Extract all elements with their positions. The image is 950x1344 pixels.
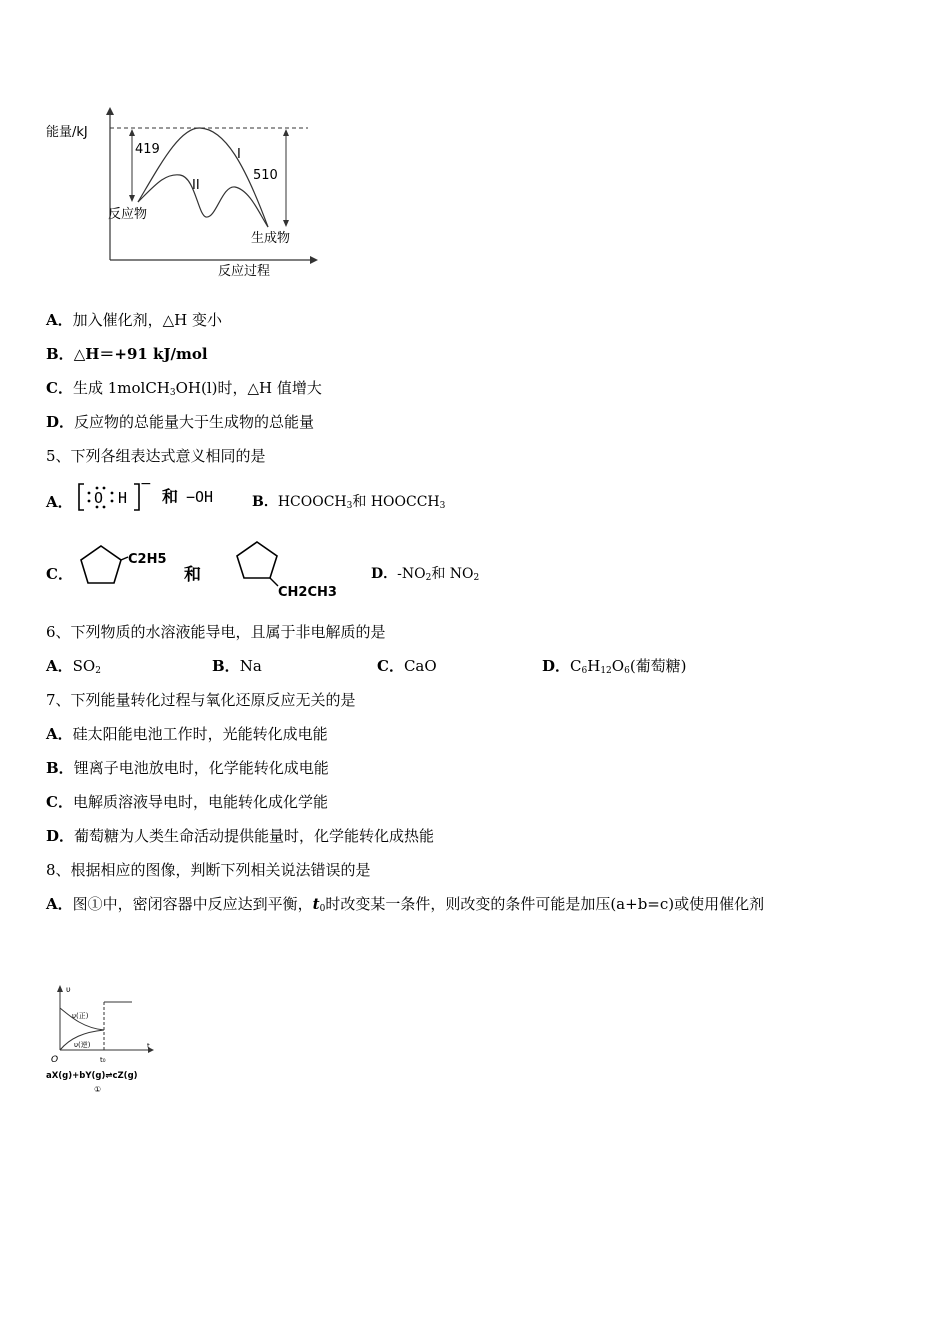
q7-stem: 7、下列能量转化过程与氧化还原反应无关的是: [46, 691, 356, 709]
reactant-label: 反应物: [108, 207, 148, 222]
q6-stem: 6、下列物质的水溶液能导电，且属于非电解质的是: [46, 623, 386, 641]
q8-option-a-post: 时改变某一条件，则改变的条件可能是加压(a+b=c)或使用催化剂: [325, 895, 765, 913]
q4-option-c-post: OH(l)时，△H 值增大: [175, 379, 322, 397]
q7-option-b[interactable]: [46, 758, 329, 778]
y-axis-arrow: [106, 107, 114, 115]
q5-a-and: 和: [162, 487, 179, 506]
x-axis-arrow: [310, 256, 318, 264]
q6-option-b-text: Na: [239, 657, 262, 675]
q4-option-b-label: B．: [46, 345, 74, 363]
cyclopentane-1: [81, 546, 121, 583]
forward-rate-label: υ(正): [72, 1012, 89, 1020]
q7-option-d-label: D．: [46, 827, 75, 845]
q6-option-b-label: B．: [212, 657, 240, 675]
reverse-rate-label: υ(逆): [74, 1041, 91, 1049]
q6-option-a-label: A．: [46, 657, 73, 675]
q5-option-a-label: A．: [46, 493, 73, 511]
product-label: 生成物: [251, 231, 291, 246]
q6-d-p3: O: [611, 657, 625, 675]
lewis-o: O: [94, 489, 104, 507]
q7-option-b-label: B．: [46, 759, 74, 777]
q7-option-c[interactable]: [46, 792, 328, 812]
reaction-equation: aX(g)+bY(g)⇌cZ(g): [46, 1071, 138, 1081]
q7-option-d-text: 葡萄糖为人类生命活动提供能量时，化学能转化成热能: [74, 827, 435, 845]
q5-option-c[interactable]: [46, 564, 73, 584]
curve-ii-label: II: [192, 178, 200, 193]
figure-number: ①: [94, 1085, 102, 1094]
q6-d-p1: C: [570, 657, 582, 675]
q4-option-a[interactable]: [46, 310, 222, 330]
q4-option-a-text: 加入催化剂，△H 变小: [72, 311, 223, 329]
q8-option-a-pre: 图①中，密闭容器中反应达到平衡，: [72, 895, 313, 913]
q6-option-b[interactable]: [212, 656, 262, 676]
q5-stem: 5、下列各组表达式意义相同的是: [46, 447, 266, 465]
q4-option-c-sub: 3: [169, 388, 176, 398]
q6-d-s2: 12: [600, 666, 612, 676]
q8-option-a-label: A．: [46, 895, 73, 913]
q4-option-b-text: △H＝+91 kJ/mol: [73, 345, 208, 363]
origin-label: O: [51, 1055, 59, 1065]
q5-option-a-formula: [74, 478, 234, 518]
q6-option-a-pre: SO: [72, 657, 96, 675]
q4-option-d[interactable]: [46, 412, 314, 432]
q5-option-b-sub1: 3: [346, 501, 353, 511]
q6-d-p2: H: [587, 657, 601, 675]
q6-option-a[interactable]: [46, 656, 101, 681]
q8-option-a-t: t: [312, 895, 320, 913]
q4-option-b[interactable]: [46, 344, 208, 364]
ethyl-label-1: C2H5: [128, 552, 167, 567]
lewis-charge: −: [140, 478, 152, 492]
q5-option-d-label: D．: [371, 566, 398, 582]
q4-option-d-text: 反应物的总能量大于生成物的总能量: [74, 413, 315, 431]
rate-x-label: t: [147, 1042, 150, 1050]
q6-d-s1: 6: [581, 666, 588, 676]
energy-ylabel: 能量/kJ: [46, 125, 88, 140]
rate-time-diagram: [44, 980, 174, 1100]
q6-option-a-sub: 2: [95, 666, 101, 676]
q5-option-d-mid: 和 NO: [431, 566, 474, 582]
q7-option-b-text: 锂离子电池放电时，化学能转化成电能: [73, 759, 329, 777]
q8-option-a-t0: 0: [319, 904, 326, 914]
q6-option-c-text: CaO: [403, 657, 437, 675]
t0-label: t₀: [100, 1056, 106, 1064]
q5-c-and: 和: [184, 565, 201, 585]
q6-option-d-label: D．: [542, 657, 571, 675]
energy-value-510: 510: [253, 168, 278, 183]
q5-option-b[interactable]: [252, 492, 445, 516]
energy-xlabel: 反应过程: [218, 264, 271, 279]
q7-option-a-label: A．: [46, 725, 73, 743]
energy-diagram: [40, 105, 340, 285]
q5-option-b-label: B．: [252, 494, 278, 510]
q5-option-c-structures: [70, 538, 350, 602]
q4-option-d-label: D．: [46, 413, 75, 431]
q5-option-c-label: C．: [46, 565, 73, 583]
left-bracket: [79, 484, 84, 510]
q5-option-a[interactable]: [46, 492, 73, 512]
rate-y-label: υ: [66, 985, 71, 994]
q7-option-c-text: 电解质溶液导电时，电能转化成化学能: [72, 793, 328, 811]
q6-option-d[interactable]: [542, 656, 687, 681]
q6-d-p4: (葡萄糖): [629, 657, 687, 675]
q5-option-d-pre: -NO: [397, 566, 426, 582]
lewis-h: H: [118, 489, 128, 507]
q7-option-a[interactable]: [46, 724, 328, 744]
q8-option-a[interactable]: [46, 894, 764, 919]
ethyl-label-2: CH2CH3: [278, 585, 337, 600]
q7-option-d[interactable]: [46, 826, 434, 846]
right-bracket: [134, 484, 139, 510]
q6-option-c[interactable]: [377, 656, 437, 676]
energy-value-419: 419: [135, 142, 160, 157]
q8-stem: 8、根据相应的图像，判断下列相关说法错误的是: [46, 861, 371, 879]
q5-option-d[interactable]: [371, 564, 479, 588]
q5-option-b-sub2: 3: [439, 501, 446, 511]
q4-option-c-label: C．: [46, 379, 73, 397]
q5-option-d-sub2: 2: [473, 573, 480, 583]
curve-ii: [138, 175, 268, 227]
q7-option-c-label: C．: [46, 793, 73, 811]
q6-d-s3: 6: [624, 666, 630, 676]
q4-option-a-label: A．: [46, 311, 73, 329]
q5-option-b-pre: HCOOCH: [277, 494, 347, 510]
q7-option-a-text: 硅太阳能电池工作时，光能转化成电能: [72, 725, 328, 743]
q4-option-c[interactable]: [46, 378, 322, 403]
q5-option-b-mid: 和 HOOCCH: [352, 494, 440, 510]
q5-option-d-sub1: 2: [425, 573, 432, 583]
curve-i-label: I: [237, 147, 241, 162]
hydroxyl-group: −OH: [186, 488, 214, 506]
q6-option-c-label: C．: [377, 657, 404, 675]
cyclopentane-2: [237, 542, 277, 578]
q4-option-c-pre: 生成 1molCH: [72, 379, 170, 397]
